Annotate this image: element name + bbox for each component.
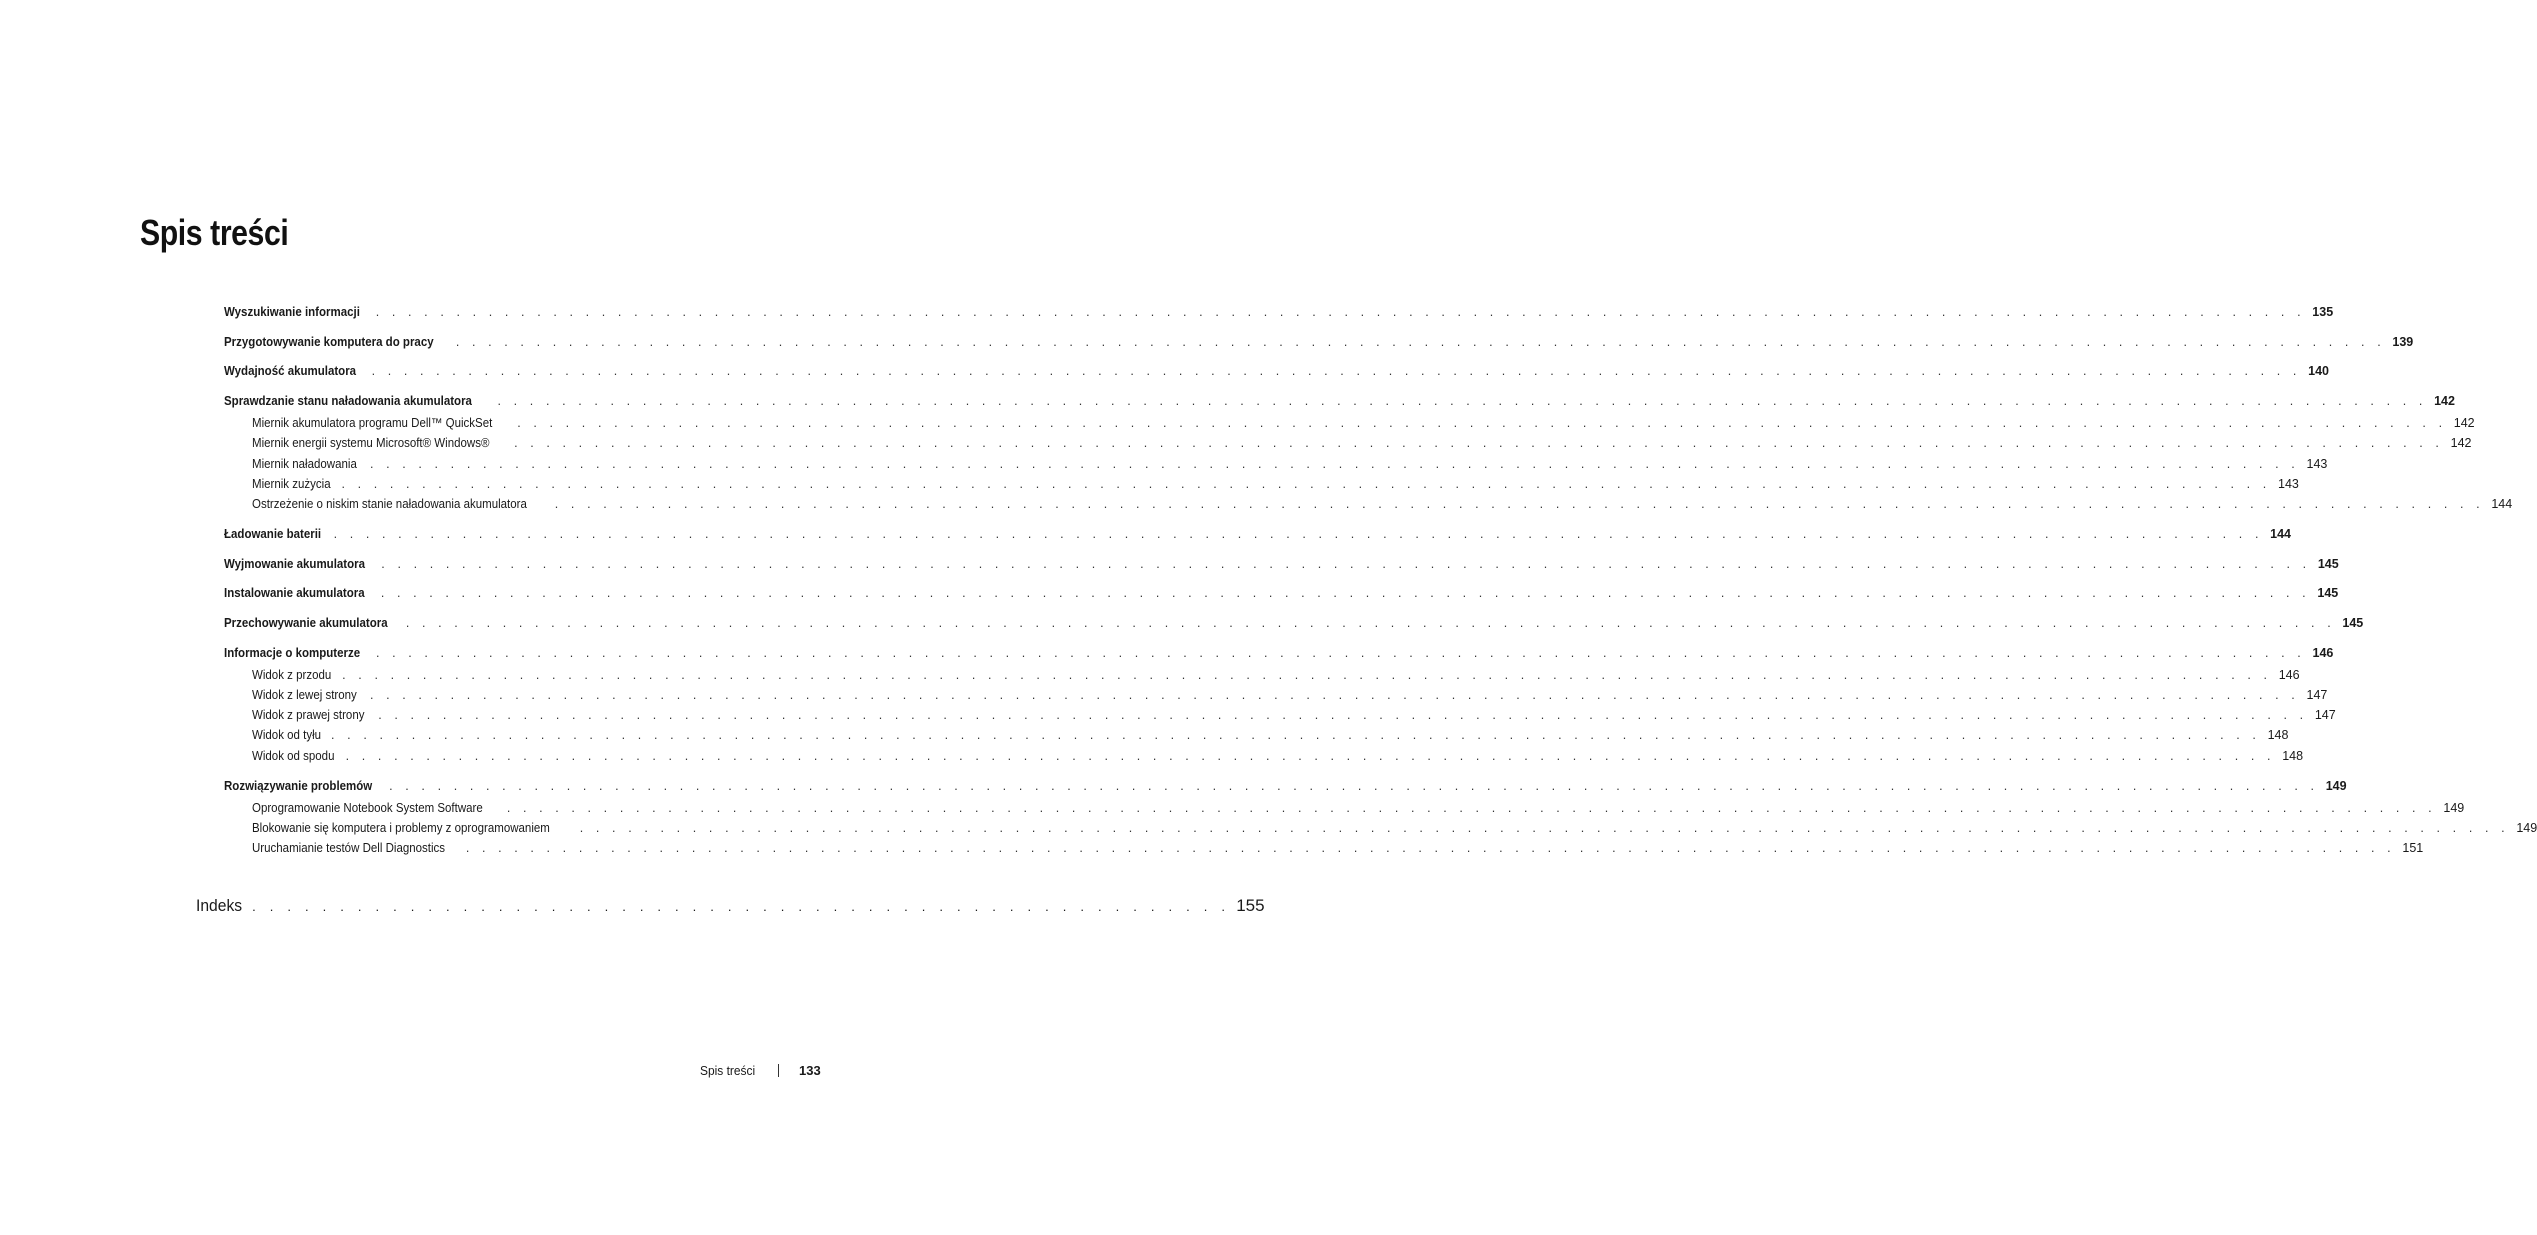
toc-entry[interactable]: [252, 838, 2424, 858]
leader-dots: . . . . . . . . . . . . . . . . . . . . . . . . . . . . . . . . . . . . . . . . . . . . . . . . . . . . . . . . . . . . . . . . . . . . . . . . . . . . . . . . . . . . . . . . . . . . . . . . . . . . . . . . . . . . . . . . . . . . . . . .: [465, 840, 2396, 855]
toc-entry[interactable]: [252, 705, 2336, 725]
toc-entry-label: Wyszukiwanie informacji: [224, 305, 360, 319]
toc-entry-label: Miernik akumulatora programu Dell™ QuickSet: [252, 416, 493, 431]
leader-dots: . . . . . . . . . . . . . . . . . . . . . . . . . . . . . . . . . . . . . . . . . . . . . . . . . . . . . . . . . . . . . . . . . . . . . . . . . . . . . . . . . . . . . . . . . . . . . . . . . . . . . . . . . . . . . . . . . . . . . . . .: [579, 820, 2510, 835]
leader-dots: . . . . . . . . . . . . . . . . . . . . . . . . . . . . . . . . . . . . . . . . . . . . . . . . . . . . . . . . . . . . . . . . . . . . . . . . . . . . . . . . . . . . . . . . . . . . . . . . . . . . . . . . . . . . . . . . . . . . . . . .: [342, 667, 2272, 682]
leader-dots: . . . . . . . . . . . . . . . . . . . . . . . . . . . . . . . . . . . . . . . . . . . . . . . . . . . . . . . . . . . . . . . . . . . . . . . . . . . . . . . . . . . . . . . . . . . . . . . . . . . . . . . . . . . . . . . . . . . . . . . .: [341, 476, 2271, 491]
toc-entry[interactable]: [224, 524, 2292, 544]
leader-dots: . . . . . . . . . . . . . . . . . . . . . . . . . . . . . . . . . . . . . . . . . . . . . . . . . . . . . . . . . . . . . . . . . . . . . . . . . . . . . . . . . . . . . . . . . . . . . . . . . . . . . . . . . . . . . . . . . . . . . . . .: [514, 436, 2444, 451]
toc-entry-page: 147: [2314, 708, 2336, 723]
toc-entry-page: 146: [2278, 667, 2300, 682]
leader-dots: . . . . . . . . . . . . . . . . . . . . . . . . . . . . . . . . . . . . . . . . . . . . . . . . . . . . . . . . . . . . . . . . . . . . . . . . . . . . . . . . . . . . . . . . . . . . . . . . . . . . . . . . . . . . . . . . . . . . . . . .: [369, 456, 2300, 471]
leader-dots: . . . . . . . . . . . . . . . . . . . . . . . . . . . . . . . . . . . . . . . . . . . . . . . . . . . . . . . . . . . . . . . . . . . . . . . . . . . . . . . . . . . . . . . . . . . . . . . . . . . . . . . . . . . . . . . . . . . . . . . .: [345, 748, 2276, 763]
toc-entry[interactable]: [224, 361, 2329, 381]
toc-entry-label: Rozwiązywanie problemów: [224, 778, 373, 793]
leader-dots: . . . . . . . . . . . . . . . . . . . . . . . . . . . . . . . . . . . . . . . . . . . . . . . . . . . . . . . . . . . . . . . . . . . . . . . . . . . . . . . . . . . . . . . . . . . . . . . . . . . . . . . . . . . . . . . . . . . . . . . .: [333, 526, 2264, 541]
toc-entry-label: Ostrzeżenie o niskim stanie naładowania akumulatora: [252, 496, 527, 511]
footer-section-label: Spis treści: [700, 1062, 756, 1078]
toc-entry[interactable]: [224, 332, 2414, 352]
toc-entry-page: 144: [2270, 526, 2292, 541]
leader-dots: . . . . . . . . . . . . . . . . . . . . . . . . . . . . . . . . . . . . . . . . . . . . . . . . . . . . . . . . . . . . . . . . . . . . . . . . . . . . . . . . . . . . . . . . . . . . . . . . . . . . . . . . . . . . . . . . . . . . . . . .: [517, 416, 2447, 431]
toc-entry-label: Sprawdzanie stanu naładowania akumulatora: [224, 394, 472, 409]
toc-entry-page: 146: [2312, 645, 2334, 660]
toc-entry-page: 142: [2450, 436, 2472, 451]
leader-dots: . . . . . . . . . . . . . . . . . . . . . . . . . . . . . . . . . . . . . . . . . . . . . . . . . . . . . . . . . . . . . . . . . . . . . . . . . . . . . . . . . . . . . . . . . . . . . . . . . . . . . . . . . . . . . . . . . . . . . . . .: [378, 708, 2308, 723]
leader-dots: . . . . . . . . . . . . . . . . . . . . . . . . . . . . . . . . . . . . . . . . . . . . . . . . . . . . . . . . . . . . . . . . . . . . . . . . . . . . . . . . . . . . . . . . . . . . . . . . . . . . . . . . . . . . . . . . . . . . . . . .: [405, 616, 2336, 630]
toc-entry[interactable]: [252, 433, 2472, 453]
toc-entry[interactable]: [224, 302, 2334, 322]
toc-entry[interactable]: [224, 643, 2334, 663]
toc-entry-page: 142: [2453, 416, 2475, 431]
toc-entry-page: 155: [1236, 896, 1265, 915]
toc-entry[interactable]: [224, 613, 2364, 633]
toc-entry[interactable]: [252, 818, 2537, 838]
toc-entry-page: 149: [2443, 800, 2465, 815]
toc-entry-label: Indeks: [196, 896, 243, 915]
toc-entry-index[interactable]: [196, 895, 1265, 918]
toc-entry-label: Widok z lewej strony: [252, 687, 357, 702]
leader-dots: . . . . . . . . . . . . . . . . . . . . . . . . . . . . . . . . . . . . . . . . . . . . . . . . . . . . . . . . . . . . . . . . . . . . . . . . . . . . . . . . . . . . . . . . . . . . . . . . . . . . . . . . . . . . . . . . . . . . . . . .: [389, 778, 2319, 793]
toc-entry[interactable]: [252, 413, 2475, 433]
toc-entry-page: 151: [2402, 840, 2424, 855]
toc-entry-label: Miernik naładowania: [252, 456, 357, 471]
toc-entry[interactable]: [252, 798, 2465, 818]
leader-dots: . . . . . . . . . . . . . . . . . . . . . . . . . . . . . . . . . . . . . . . . . . . . . . . . . . . . . . . . . . . . . . . . . . . . . . . . . . . . . . . . . . . . . . . . . . . . . . . . . . . . . . . . . . . . . . . . . . . . . . . .: [554, 496, 2485, 511]
toc-entry-label: Uruchamianie testów Dell Diagnostics: [252, 840, 446, 855]
leader-dots: . . . . . . . . . . . . . . . . . . . . . . . . . . . . . . . . . . . . . . . . . . . . . . . . . . . . . . . . . . . . . . . . . . . . . . . . . . . . . . . . . . . . . . . . . . . . . . . . . . . . . . . . . . . . . . . . . . . . . . . .: [371, 364, 2301, 379]
toc-entry-page: 142: [2434, 394, 2455, 409]
toc-entry-page: 135: [2312, 305, 2334, 319]
toc-entry-label: Miernik energii systemu Microsoft® Windows®: [252, 436, 490, 451]
toc-entry-label: Przygotowywanie komputera do pracy: [224, 334, 434, 349]
toc-entry[interactable]: [224, 583, 2339, 603]
toc-entry-label: Oprogramowanie Notebook System Software: [252, 800, 483, 815]
toc-entry-label: Miernik zużycia: [252, 476, 331, 491]
toc-entry-page: 149: [2325, 778, 2347, 793]
toc-entry-page: 148: [2282, 748, 2304, 763]
toc-entry-label: Widok z przodu: [252, 667, 332, 682]
leader-dots: . . . . . . . . . . . . . . . . . . . . . . . . . . . . . . . . . . . . . . . . . . . . . . . . . . . . . . . . . . . . . . . . . . . . . . . . . . . . . . . . . . . . . . . . . . . . . . . . . . . . . . . . . . . . . . . . . . . . . . . .: [497, 394, 2427, 409]
toc-entry[interactable]: [224, 554, 2339, 574]
page-footer: [700, 1060, 822, 1080]
toc-entry-page: 145: [2317, 556, 2339, 571]
toc-entry-page: 143: [2306, 456, 2328, 471]
toc-entry-label: Widok z prawej strony: [252, 708, 365, 723]
footer-page-number: 133: [799, 1062, 821, 1078]
toc-entry-page: 145: [2342, 616, 2364, 630]
toc-entry-label: Wyjmowanie akumulatora: [224, 556, 366, 571]
toc-entry-page: 145: [2317, 586, 2339, 601]
toc-entry[interactable]: [252, 454, 2328, 474]
toc-entry[interactable]: [252, 494, 2513, 514]
toc-entry-page: 144: [2491, 496, 2513, 511]
toc-entry[interactable]: [252, 725, 2289, 745]
toc-entry[interactable]: [252, 746, 2304, 766]
toc-entry[interactable]: [224, 391, 2455, 411]
toc-entry-page: 143: [2278, 476, 2299, 491]
leader-dots: . . . . . . . . . . . . . . . . . . . . . . . . . . . . . . . . . . . . . . . . . . . . . . . . . . . . . . . . . . . . . . . . . . . . . . . . . . . . . . . . . . . . . . . . . . . . . . . . . . . . . . . . . . . . . . . . . . . . . . . .: [380, 586, 2311, 601]
leader-dots: . . . . . . . . . . . . . . . . . . . . . . . . . . . . . . . . . . . . . . . . . . . . . . . . . . . . . . . . . . . . . . . . . . . . . . . . . . . . . . . . . . . . . . . . . . . . . . . . . . . . . . . . . . . . . . . . . . . . . . . .: [375, 305, 2306, 319]
toc-entry-label: Widok od tyłu: [252, 728, 322, 743]
toc-entry-page: 139: [2392, 334, 2414, 349]
page-title: Spis treści: [140, 212, 289, 253]
leader-dots: . . . . . . . . . . . . . . . . . . . . . . . . . . . . . . . . . . . . . . . . . . . . . . . . . . . . . . . . . . . . . . . . . . . . . . . . . . . . . . . . . . . . . . . . . . . . . . . . . . . . . . . . . . . . . . . . . . . . . . . .: [331, 728, 2261, 743]
toc-entry[interactable]: [252, 685, 2328, 705]
leader-dots: . . . . . . . . . . . . . . . . . . . . . . . . . . . . . . . . . . . . . . . . . . . . . . . . . . . . . . . . . . . . . . . . . . . . . . . . . . . . . . . . . . . . . . . . . . . . . . . . . . . . . . . . . . . . . . . . . . . . . . . .: [369, 687, 2300, 702]
leader-dots: . . . . . . . . . . . . . . . . . . . . . . . . . . . . . . . . . . . . . . . . . . . . . . . . . . . . . . . .: [252, 899, 1231, 914]
leader-dots: . . . . . . . . . . . . . . . . . . . . . . . . . . . . . . . . . . . . . . . . . . . . . . . . . . . . . . . . . . . . . . . . . . . . . . . . . . . . . . . . . . . . . . . . . . . . . . . . . . . . . . . . . . . . . . . . . . . . . . . .: [375, 645, 2306, 660]
toc-entry-label: Informacje o komputerze: [224, 645, 361, 660]
leader-dots: . . . . . . . . . . . . . . . . . . . . . . . . . . . . . . . . . . . . . . . . . . . . . . . . . . . . . . . . . . . . . . . . . . . . . . . . . . . . . . . . . . . . . . . . . . . . . . . . . . . . . . . . . . . . . . . . . . . . . . . .: [455, 334, 2386, 349]
toc-entry-page: 147: [2306, 687, 2328, 702]
toc-entry[interactable]: [252, 665, 2300, 685]
toc-entry-label: Przechowywanie akumulatora: [224, 616, 388, 630]
toc-entry-page: 148: [2267, 728, 2289, 743]
toc-entry-label: Widok od spodu: [252, 748, 335, 763]
toc-entry[interactable]: [252, 474, 2299, 494]
leader-dots: . . . . . . . . . . . . . . . . . . . . . . . . . . . . . . . . . . . . . . . . . . . . . . . . . . . . . . . . . . . . . . . . . . . . . . . . . . . . . . . . . . . . . . . . . . . . . . . . . . . . . . . . . . . . . . . . . . . . . . . .: [381, 556, 2311, 571]
toc-entry-label: Blokowanie się komputera i problemy z oprogramowaniem: [252, 820, 550, 835]
leader-dots: . . . . . . . . . . . . . . . . . . . . . . . . . . . . . . . . . . . . . . . . . . . . . . . . . . . . . . . . . . . . . . . . . . . . . . . . . . . . . . . . . . . . . . . . . . . . . . . . . . . . . . . . . . . . . . . . . . . . . . . .: [506, 800, 2437, 815]
toc-entry[interactable]: [224, 776, 2347, 796]
toc-entry-page: 140: [2308, 364, 2329, 379]
toc-entry-label: Wydajność akumulatora: [224, 364, 357, 379]
toc-entry-label: Ładowanie baterii: [224, 526, 322, 541]
toc-entry-page: 149: [2516, 820, 2537, 835]
toc-entry-label: Instalowanie akumulatora: [224, 586, 365, 601]
footer-divider: [778, 1064, 779, 1077]
